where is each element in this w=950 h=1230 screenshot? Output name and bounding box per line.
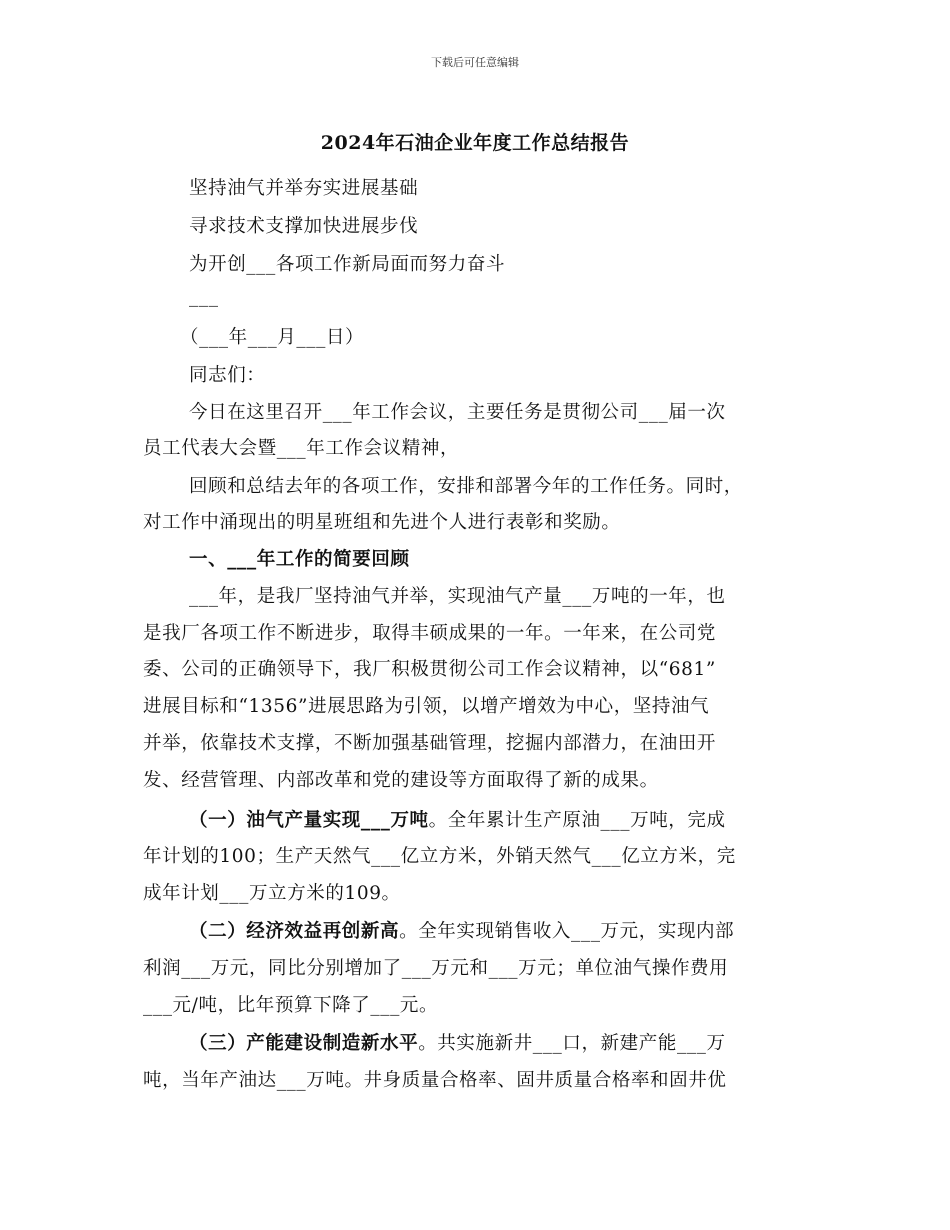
item-1-line-1 <box>189 806 726 832</box>
review-line-6: 发、经营管理、内部改革和党的建设等方面取得了新的成果。 <box>143 770 659 791</box>
author-blank: ___ <box>189 286 219 307</box>
subtitle-line-3: 为开创___各项工作新局面而努力奋斗 <box>189 254 506 275</box>
intro-line-3: 回顾和总结去年的各项工作，安排和部署今年的工作任务。同时， <box>189 476 743 497</box>
intro-line-4: 对工作中涌现出的明星班组和先进个人进行表彰和奖励。 <box>143 512 621 533</box>
review-line-5: 并举，依靠技术支撑，不断加强基础管理，挖掘内部潜力，在油田开 <box>143 733 717 754</box>
item-3-heading: （三）产能建设制造新水平 <box>189 1033 419 1054</box>
date-line: （___年___月___日） <box>180 327 365 348</box>
review-line-4: 进展目标和“1356”进展思路为引领，以增产增效为中心，坚持油气 <box>143 696 710 717</box>
subtitle-line-2: 寻求技术支撑加快进展步伐 <box>189 216 419 237</box>
item-1-heading: （一）油气产量实现___万吨 <box>189 810 429 831</box>
item-1-line-2: 年计划的100；生产天然气___亿立方米，外销天然气___亿立方米，完 <box>143 846 736 867</box>
review-line-1: ___年，是我厂坚持油气并举，实现油气产量___万吨的一年，也 <box>189 586 726 607</box>
item-1-text: 。全年累计生产原油___万吨，完成 <box>428 810 726 831</box>
intro-line-1: 今日在这里召开___年工作会议，主要任务是贯彻公司___届一次 <box>189 402 726 423</box>
document-title: 2024年石油企业年度工作总结报告 <box>320 132 630 154</box>
item-2-line-3: ___元/吨，比年预算下降了___元。 <box>143 995 439 1016</box>
item-2-heading: （二）经济效益再创新高 <box>189 921 400 942</box>
review-line-2: 是我厂各项工作不断进步，取得丰硕成果的一年。一年来，在公司党 <box>143 623 717 644</box>
item-2-line-1 <box>189 917 734 943</box>
page-header: 下载后可任意编辑 <box>431 56 519 69</box>
review-line-3: 委、公司的正确领导下，我厂积极贯彻公司工作会议精神，以“681” <box>143 659 716 680</box>
item-3-line-2: 吨，当年产油达___万吨。井身质量合格率、固井质量合格率和固井优 <box>143 1070 727 1091</box>
item-3-text: 。共实施新井___口，新建产能___万 <box>418 1033 726 1054</box>
item-1-line-3: 成年计划___万立方米的109。 <box>143 883 401 904</box>
item-2-line-2: 利润___万元，同比分别增加了___万元和___万元；单位油气操作费用 <box>143 958 729 979</box>
item-3-line-1 <box>189 1029 726 1055</box>
salutation: 同志们： <box>189 365 266 386</box>
intro-line-2: 员工代表大会暨___年工作会议精神， <box>143 438 460 459</box>
item-2-text: 。全年实现销售收入___万元，实现内部 <box>399 921 735 942</box>
section-heading: 一、___年工作的简要回顾 <box>189 549 410 570</box>
subtitle-line-1: 坚持油气并举夯实进展基础 <box>189 178 419 199</box>
